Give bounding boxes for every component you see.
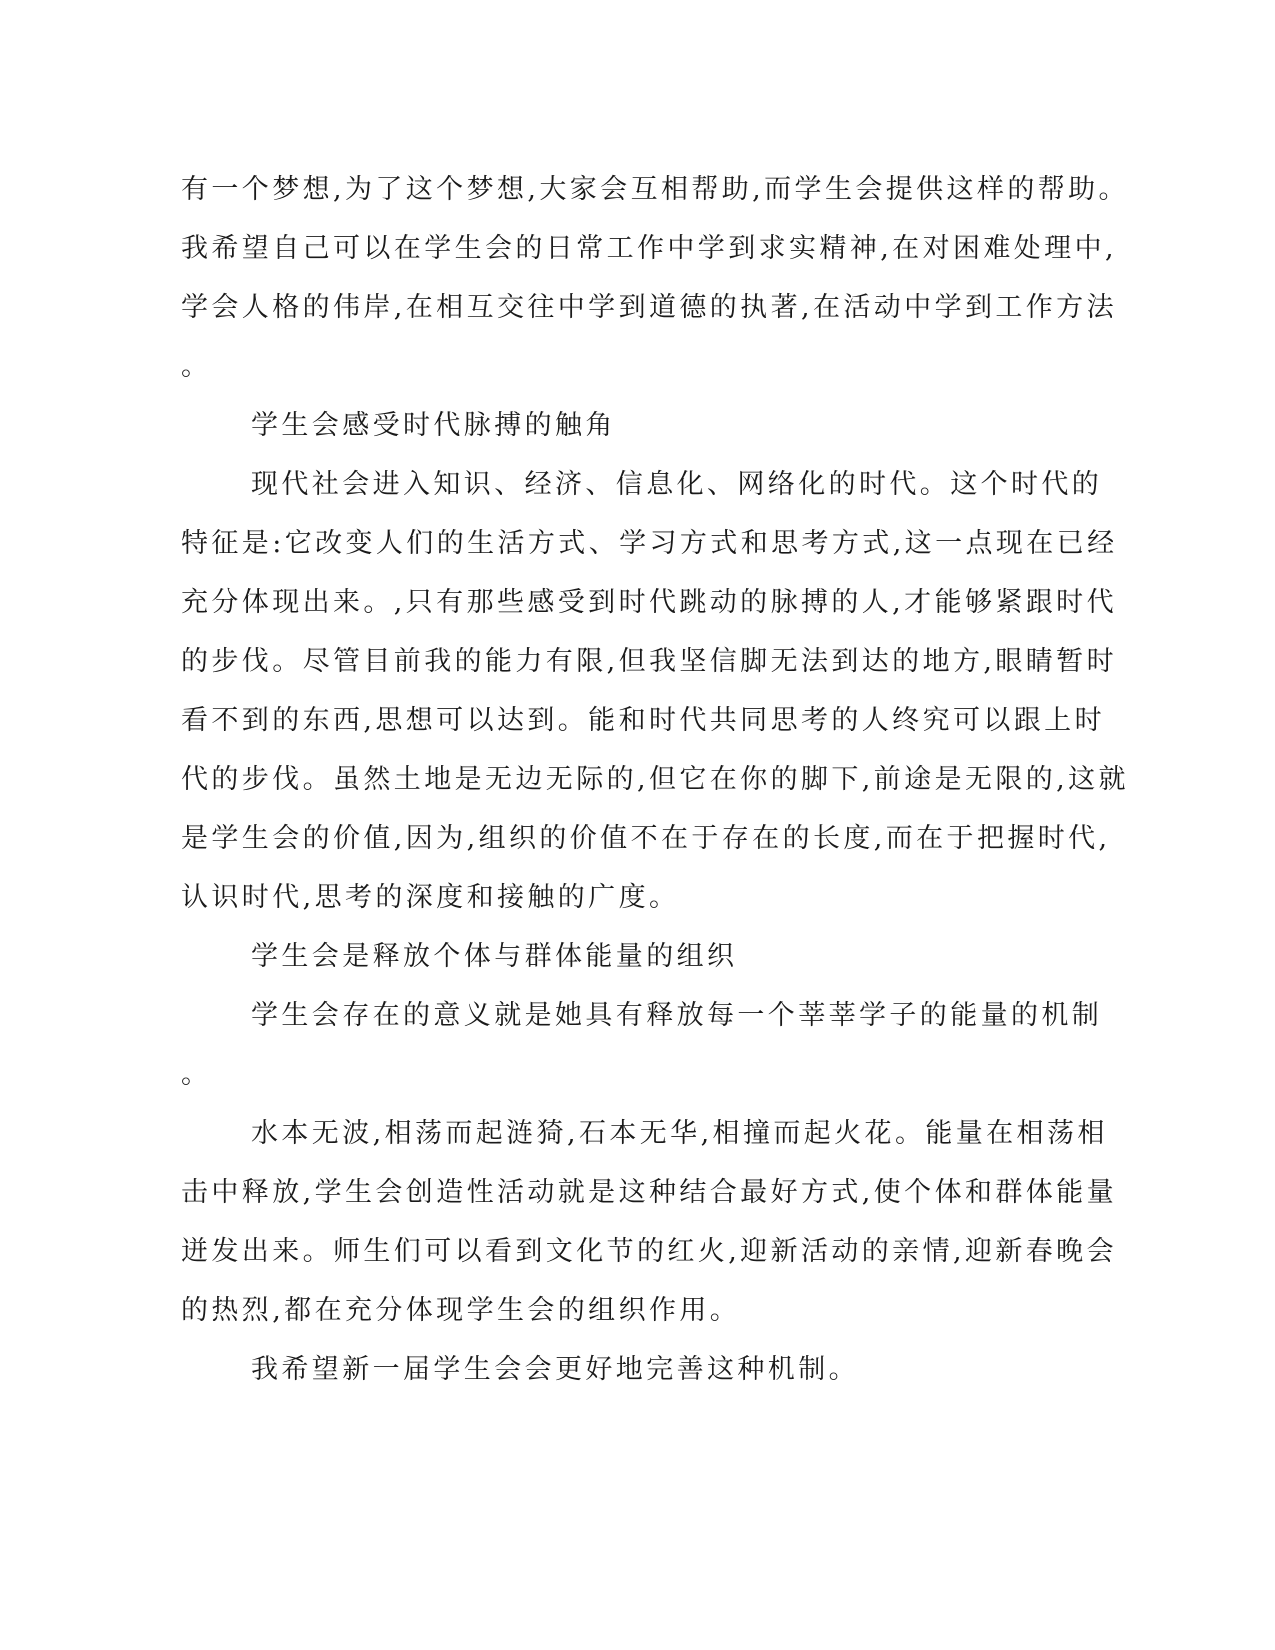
text-line: 我希望新一届学生会会更好地完善这种机制。 <box>251 1354 859 1385</box>
text-line: 我希望自己可以在学生会的日常工作中学到求实精神,在对困难处理中, <box>181 233 1117 264</box>
text-line: 看不到的东西,思想可以达到。能和时代共同思考的人终究可以跟上时 <box>181 705 1105 736</box>
text-line: 有一个梦想,为了这个梦想,大家会互相帮助,而学生会提供这样的帮助。 <box>181 174 1129 205</box>
text-line: 。 <box>181 1059 212 1090</box>
text-line: 认识时代,思考的深度和接触的广度。 <box>181 882 680 913</box>
document-body <box>181 160 1129 1399</box>
text-line: 击中释放,学生会创造性活动就是这种结合最好方式,使个体和群体能量 <box>181 1177 1117 1208</box>
text-line: 现代社会进入知识、经济、信息化、网络化的时代。这个时代的 <box>251 469 1103 500</box>
text-line: 。 <box>181 351 212 382</box>
text-line: 的步伐。尽管目前我的能力有限,但我坚信脚无法到达的地方,眼睛暂时 <box>181 646 1117 677</box>
text-line: 的热烈,都在充分体现学生会的组织作用。 <box>181 1295 741 1326</box>
text-line: 水本无波,相荡而起涟猗,石本无华,相撞而起火花。能量在相荡相 <box>251 1118 1108 1149</box>
section-heading-energy: 学生会是释放个体与群体能量的组织 <box>251 941 738 972</box>
text-line: 特征是:它改变人们的生活方式、学习方式和思考方式,这一点现在已经 <box>181 528 1118 559</box>
section-heading-pulse: 学生会感受时代脉搏的触角 <box>251 410 616 441</box>
text-line: 学会人格的伟岸,在相互交往中学到道德的执著,在活动中学到工作方法 <box>181 292 1117 323</box>
text-line: 学生会存在的意义就是她具有释放每一个莘莘学子的能量的机制 <box>251 1000 1103 1031</box>
text-line: 充分体现出来。,只有那些感受到时代跳动的脉搏的人,才能够紧跟时代 <box>181 587 1117 618</box>
text-line: 是学生会的价值,因为,组织的价值不在于存在的长度,而在于把握时代, <box>181 823 1111 854</box>
text-line: 代的步伐。虽然土地是无边无际的,但它在你的脚下,前途是无限的,这就 <box>181 764 1129 795</box>
text-line: 迸发出来。师生们可以看到文化节的红火,迎新活动的亲情,迎新春晚会 <box>181 1236 1117 1267</box>
